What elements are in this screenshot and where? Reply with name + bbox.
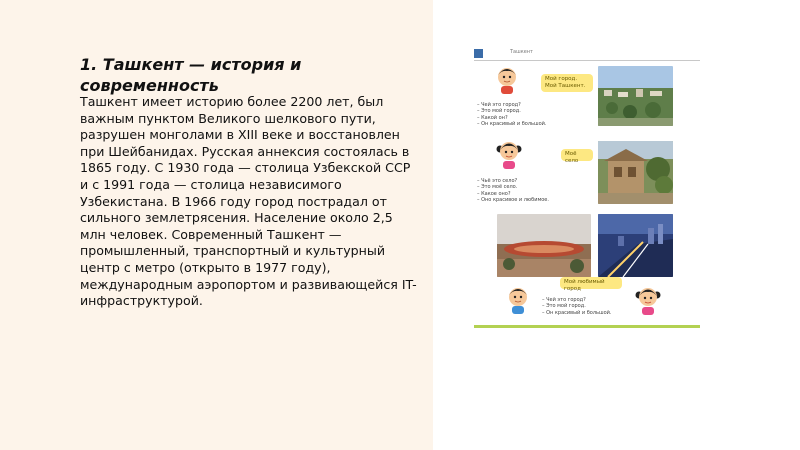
dialog-line: – Он красивый и большой. xyxy=(542,309,612,316)
stadium-photo xyxy=(497,214,591,277)
city-photo xyxy=(598,66,673,126)
dialog-line: – Какое оно? xyxy=(477,190,511,197)
page-header xyxy=(474,48,700,60)
page-header-label: Ташкент xyxy=(510,49,533,55)
dialog-line: – Он красивый и большой. xyxy=(477,121,547,128)
dialog-line: – Это мой город. xyxy=(542,303,586,310)
textbook-page-image xyxy=(474,48,700,329)
slide-title: 1. Ташкент — история и современность xyxy=(80,55,302,95)
dialog-line: – Чей это город? xyxy=(542,297,586,303)
dialog-line: – Чьё это село? xyxy=(477,178,518,184)
girl-avatar-icon xyxy=(496,139,522,169)
dialog-lines-favorite-city xyxy=(542,297,611,316)
slide-body-text: Ташкент имеет историю более 2200 лет, был важным пунктом Великого шелкового пути, разрушен монголами в XIII веке и восстановлен при Шейбанидах. Русская аннексия состоялась в 1865 году. С 1930 года — столица Узбекской ССР и с 1991 года — столица независимого Узбекистана. В 1966 году город пострадал от сильного землетрясения. Население около 2,5 млн человек. Современный Ташкент — промышленный, транспортный и культурный центр с метро (открыто в 1977 году), международным аэропортом и развивающейся IT-инфраструктурой. xyxy=(80,94,417,309)
dialog-line: – Какой он? xyxy=(477,114,508,121)
dialog-line: – Это моё село. xyxy=(477,184,518,191)
night-city-photo xyxy=(598,214,673,277)
dialog-lines-village xyxy=(477,178,549,204)
speech-bubble-favorite-city: Мой любимый город xyxy=(560,277,622,289)
girl-avatar-icon xyxy=(635,285,661,315)
header-square-icon xyxy=(474,49,483,58)
boy-avatar-icon xyxy=(494,65,520,95)
village-photo xyxy=(598,141,673,204)
dialog-line: – Чей это город? xyxy=(477,102,521,108)
page-footer-bar xyxy=(474,325,700,328)
boy-avatar-icon xyxy=(505,285,531,315)
dialog-line: – Оно красивое и любимое. xyxy=(477,197,549,204)
dialog-lines-city xyxy=(477,102,546,128)
speech-bubble-city: Мой город. Мой Ташкент. xyxy=(541,74,593,92)
speech-bubble-village: Моё село xyxy=(561,149,593,161)
header-divider xyxy=(474,60,700,61)
dialog-line: – Это мой город. xyxy=(477,108,521,115)
